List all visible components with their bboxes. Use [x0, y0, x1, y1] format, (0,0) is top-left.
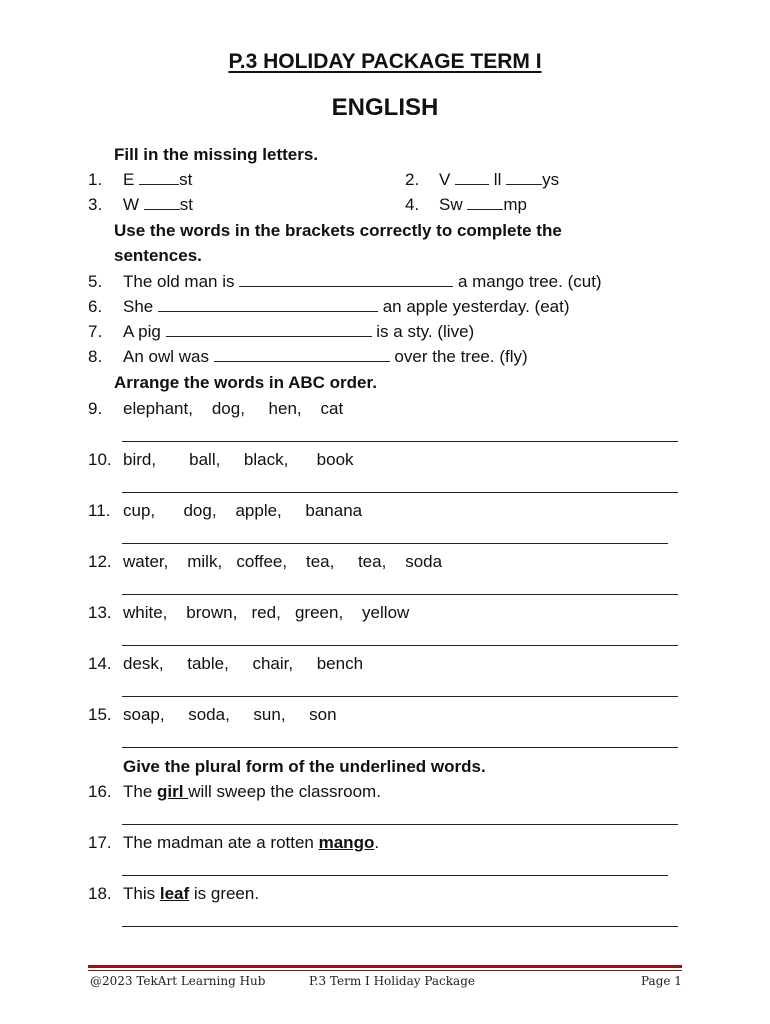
text-part: She [123, 297, 158, 316]
question-number: 1. [88, 170, 103, 189]
question-text [439, 170, 559, 190]
text-part: is green. [189, 884, 260, 903]
question-number: 14. [88, 654, 112, 673]
text-part: st [179, 170, 193, 189]
text-part: will sweep the classroom. [188, 782, 381, 801]
answer-blank[interactable] [144, 195, 180, 210]
text-part: ys [542, 170, 560, 189]
text-part: st [179, 195, 194, 214]
answer-line[interactable] [122, 926, 678, 927]
section-heading-missing-letters: Fill in the missing letters. [114, 145, 319, 164]
text-part: W [123, 195, 144, 214]
footer-divider [88, 965, 682, 968]
question-number: 2. [405, 170, 420, 189]
answer-blank[interactable] [166, 322, 372, 337]
question-text [123, 322, 474, 342]
question-number: 17. [88, 833, 112, 852]
answer-line[interactable] [122, 875, 668, 876]
question-text: water, milk, coffee, tea, tea, soda [123, 552, 443, 571]
question-text: cup, dog, apple, banana [123, 501, 363, 520]
text-part: an apple yesterday. (eat) [377, 297, 570, 316]
text-part: The [123, 782, 158, 801]
text-part: . [374, 833, 380, 852]
answer-blank[interactable] [239, 272, 453, 287]
section-heading-brackets: Use the words in the brackets correctly to complete the [114, 221, 562, 240]
answer-line[interactable] [122, 645, 678, 646]
question-text [123, 272, 602, 292]
question-number: 12. [88, 552, 112, 571]
question-number: 6. [88, 297, 103, 316]
footer-copyright: @2023 TekArt Learning Hub [90, 974, 266, 988]
question-number: 18. [88, 884, 112, 903]
text-part: V [439, 170, 456, 189]
footer-page-number: Page 1 [641, 974, 682, 988]
text-part: An owl was [123, 347, 214, 366]
section-heading-brackets-cont: sentences. [114, 246, 202, 265]
answer-line[interactable] [122, 824, 678, 825]
question-text: bird, ball, black, book [123, 450, 354, 469]
question-number: 7. [88, 322, 103, 341]
text-part: ll [489, 170, 507, 189]
question-number: 8. [88, 347, 103, 366]
text-part: The madman ate a rotten [123, 833, 319, 852]
answer-line[interactable] [122, 747, 678, 748]
answer-line[interactable] [122, 594, 678, 595]
question-number: 11. [88, 501, 111, 520]
text-part: mp [503, 195, 527, 214]
text-part: is a sty. (live) [371, 322, 475, 341]
question-number: 15. [88, 705, 112, 724]
answer-blank[interactable] [214, 347, 390, 362]
question-text: white, brown, red, green, yellow [123, 603, 410, 622]
question-text [123, 347, 528, 367]
question-text [123, 833, 379, 853]
question-number: 5. [88, 272, 103, 291]
question-number: 3. [88, 195, 103, 214]
answer-blank[interactable] [467, 195, 503, 210]
answer-line[interactable] [122, 492, 678, 493]
question-number: 4. [405, 195, 420, 214]
underlined-word: mango [318, 833, 375, 852]
question-text [123, 297, 570, 317]
question-text: desk, table, chair, bench [123, 654, 364, 673]
text-part: a mango tree. (cut) [453, 272, 602, 291]
question-text: elephant, dog, hen, cat [123, 399, 344, 418]
question-number: 13. [88, 603, 112, 622]
underlined-word: girl [157, 782, 189, 801]
section-heading-plural: Give the plural form of the underlined words. [123, 757, 486, 776]
underlined-word: leaf [159, 884, 190, 903]
answer-blank[interactable] [506, 170, 542, 185]
question-number: 9. [88, 399, 103, 418]
question-number: 10. [88, 450, 112, 469]
subject-heading: ENGLISH [331, 94, 439, 121]
question-text [123, 884, 259, 904]
answer-line[interactable] [122, 696, 678, 697]
question-number: 16. [88, 782, 112, 801]
answer-blank[interactable] [158, 297, 378, 312]
question-text [123, 782, 381, 802]
question-text: soap, soda, sun, son [123, 705, 337, 724]
text-part: over the tree. (fly) [389, 347, 528, 366]
answer-blank[interactable] [139, 170, 179, 185]
text-part: E [123, 170, 140, 189]
answer-line[interactable] [122, 441, 678, 442]
question-text [123, 170, 192, 190]
question-text [439, 195, 527, 215]
footer-divider-thin [88, 970, 682, 971]
text-part: Sw [439, 195, 468, 214]
footer-title: P.3 Term I Holiday Package [309, 974, 475, 988]
text-part: A pig [123, 322, 166, 341]
page-title: P.3 HOLIDAY PACKAGE TERM I [228, 50, 542, 73]
text-part: The old man is [123, 272, 240, 291]
answer-line[interactable] [122, 543, 668, 544]
section-heading-abc-order: Arrange the words in ABC order. [114, 373, 377, 392]
answer-blank[interactable] [455, 170, 489, 185]
question-text [123, 195, 193, 215]
text-part: This [123, 884, 160, 903]
